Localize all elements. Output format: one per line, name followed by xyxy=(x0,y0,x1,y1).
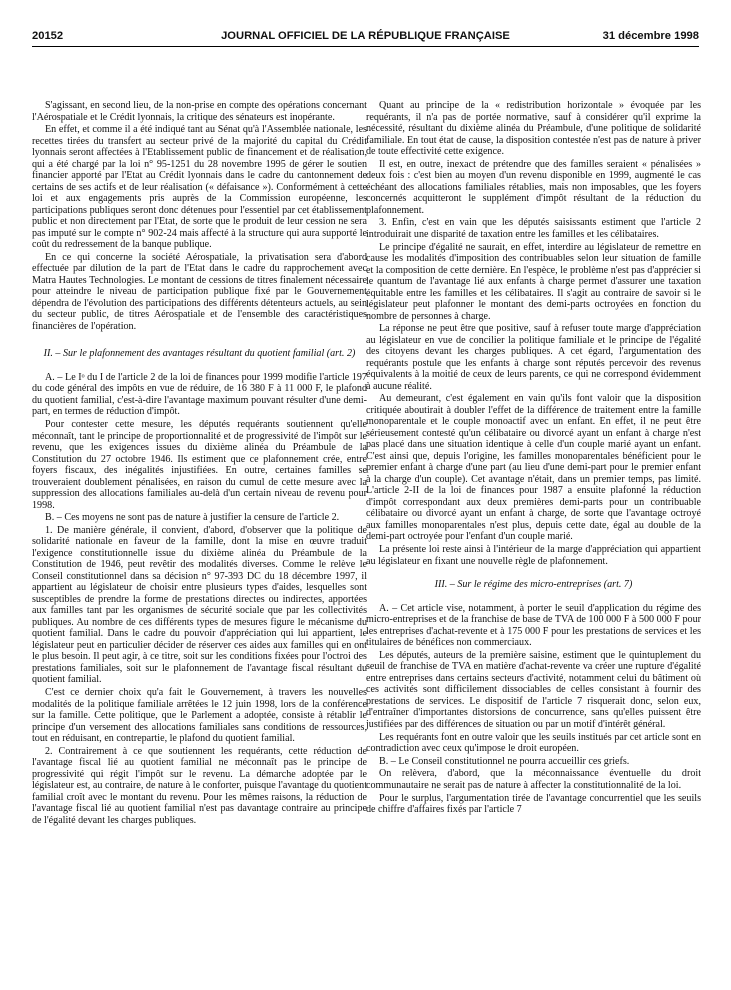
paragraph: En effet, et comme il a été indiqué tant au Sénat qu'à l'Assemblée nationale, les recettes tirées du transfert au secteur privé de la majorité du capital du Crédit lyonnais seront affectées à l'Etablissement public de financement et de réalisation, qui a été chargé par la loi n° 95-1251 du 28 novembre 1995 de gérer le soutien financier apporté par l'Etat au Crédit lyonnais dans le cadre du cantonnement de certains de ses actifs et de leur réalisation (« défaisance »). Conformément à cette loi et aux engagements pris auprès de la Commission européenne, les participations publiques seront donc détenues pour l'essentiel par cet établissement public et non directement par l'Etat, de sorte que le produit de leur cession ne sera pas imputé sur le compte n° 902-24 mais affecté à la structure qui aura supporté le coût du redressement de la banque publique. xyxy=(32,124,367,251)
paragraph: Pour contester cette mesure, les députés requérants soutiennent qu'elle méconnaît, tant le principe de proportionnalité et de progressivité de l'impôt sur le revenu, que les exigences issues du dixième alinéa du Préambule de la Constitution du 27 octobre 1946. Ils estiment que ce plafonnement crée, entre foyers fiscaux, des inégalités injustifiées. En outre, certaines familles se trouveraient doublement pénalisées, en raison du cumul de cette mesure avec la suppression des allocations familiales au-delà d'un certain niveau de revenu pour 1998. xyxy=(32,419,367,511)
section-heading: II. – Sur le plafonnement des avantages résultant du quotient familial (art. 2) xyxy=(43,348,356,360)
left-column xyxy=(32,100,367,990)
paragraph: On relèvera, d'abord, que la méconnaissance éventuelle du droit communautaire ne serait pas de nature à affecter la constitutionnalité de la loi. xyxy=(366,768,701,791)
paragraph: La présente loi reste ainsi à l'intérieur de la marge d'appréciation qui appartient au législateur en fixant une nouvelle règle de plafonnement. xyxy=(366,544,701,567)
right-column xyxy=(366,100,701,990)
paragraph: Quant au principe de la « redistribution horizontale » évoquée par les requérants, il n'a pas de portée normative, sauf à considérer qu'il exprime la nécessité, résultant du dixième alinéa du Préambule, d'une politique de solidarité familiale. En tout état de cause, la disposition contestée n'est pas de nature à priver de toute effectivité cette exigence. xyxy=(366,100,701,157)
paragraph: Les requérants font en outre valoir que les seuils institués par cet article sont en contradiction avec ceux qu'impose le droit européen. xyxy=(366,731,701,754)
paragraph: Pour le surplus, l'argumentation tirée de l'avantage concurrentiel que les seuils de chiffre d'affaires fixés par l'article 7 xyxy=(366,792,701,816)
paragraph: S'agissant, en second lieu, de la non-prise en compte des opérations concernant l'Aérospatiale et le Crédit lyonnais, la critique des sénateurs est inopérante. xyxy=(32,100,367,123)
paragraph: Le principe d'égalité ne saurait, en effet, interdire au législateur de remettre en cause les modalités d'imposition des contribuables selon leur situation de famille et la composition de cette dernière. En l'espèce, le problème n'est pas d'apprécier si le quantum de l'avantage lié aux enfants à charge permet d'assurer une taxation équitable entre les familles et les célibataires. Il s'agit au contraire de savoir si le législateur peut plafonner le montant des demi-parts octroyées en fonction du nombre de personnes à charge. xyxy=(366,241,701,322)
paragraph: C'est ce dernier choix qu'a fait le Gouvernement, à travers les nouvelles modalités de la politique familiale arrêtées le 12 juin 1998, lors de la conférence sur la famille. Cette politique, que le Parlement a adoptée, consiste à rétablir le principe d'un versement des allocations familiales sans conditions de ressources, tout en réduisant, en contrepartie, le plafond du quotient familial. xyxy=(32,687,367,745)
paragraph: B. – Le Conseil constitutionnel ne pourra accueillir ces griefs. xyxy=(379,755,630,767)
page-number: 20152 xyxy=(32,30,64,42)
paragraph: A. – Le Iᵒ du I de l'article 2 de la loi de finances pour 1999 modifie l'article 197 du code général des impôts en vue de réduire, de 16 380 F à 11 000 F, le plafond du quotient familial, c'est-à-dire l'avantage maximum pouvant résulter d'une demi-part, en termes de réduction d'impôt. xyxy=(32,371,367,418)
header-rule xyxy=(32,46,699,47)
page-header xyxy=(32,28,699,44)
paragraph: 3. Enfin, c'est en vain que les députés saisissants estiment que l'article 2 introduirait une disparité de taxation entre les familles et les célibataires. xyxy=(366,217,701,240)
paragraph: Au demeurant, c'est également en vain qu'ils font valoir que la disposition critiquée aboutirait à doubler l'effet de la différence de traitement entre la famille monoparentale et le couple monoactif avec un enfant. En effet, il ne peut être sérieusement contesté qu'un célibataire ou divorcé ayant un enfant à charge n'est pas placé dans une situation identique à celle d'un couple marié ayant un enfant. C'est ainsi que, depuis l'origine, les familles monoparentales bénéficient pour le premier enfant à charge d'une part (au lieu d'une demi-part pour le premier enfant à la charge d'un couple). Cet avantage n'était, dans un premier temps, pas limité. L'article 2-II de la loi de finances pour 1987 a ensuite plafonné la réduction d'impôt correspondant aux deux premières demi-parts pour un contribuable célibataire ou divorcé ayant un enfant à charge, de sorte que l'avantage octroyé aux familles monoparentales n'est plus, depuis cette date, égal au double de la demi-part octroyée pour l'enfant d'un couple marié. xyxy=(366,393,701,543)
paragraph: Les députés, auteurs de la première saisine, estiment que le quintuplement du seuil de franchise de TVA en matière d'achat-revente va créer une rupture d'égalité entre entreprises dans certains secteurs d'activité, notamment celui du bâtiment où ces activités sont difficilement dissociables de celles consistant à fournir des prestations de services. Le dispositif de l'article 7 risquerait donc, selon eux, d'entraîner d'importantes distorsions de concurrence, sans qu'elles puissent être justifiées par des différences de situation ou par un motif d'intérêt général. xyxy=(366,649,701,730)
paragraph: B. – Ces moyens ne sont pas de nature à justifier la censure de l'article 2. xyxy=(45,512,340,524)
paragraph: Il est, en outre, inexact de prétendre que des familles seraient « pénalisées » deux fois : c'est bien au moyen d'un revenu disponible en 1999, augmenté le cas échéant des allocations familiales rétablies, mais non imposables, que les foyers concernés acquitteront le supplément d'impôt résultant de la réduction du plafonnement. xyxy=(366,158,701,216)
paragraph: 2. Contrairement à ce que soutiennent les requérants, cette réduction de l'avantage fiscal lié au quotient familial ne méconnaît pas le principe de progressivité qui régit l'impôt sur le revenu. La démarche adoptée par le législateur est, au contraire, de nature à le conforter, puisque l'avantage du quotient familial croît avec le montant du revenu. Pour les mêmes raisons, la réduction de l'avantage fiscal lié au quotient familial n'est pas davantage contraire au principe de l'égalité devant les charges publiques. xyxy=(32,745,367,826)
paragraph: La réponse ne peut être que positive, sauf à refuser toute marge d'appréciation au législateur en vue de concilier la politique familiale et le principe de l'égalité des citoyens devant les charges publiques. A cet égard, l'argumentation des requérants postule que les enfants à charge sont réputés percevoir des revenus équivalents à la moitié de ceux de leurs parents, ce qui ne correspond évidemment à aucune réalité. xyxy=(366,323,701,392)
section-heading: III. – Sur le régime des micro-entreprises (art. 7) xyxy=(434,579,633,591)
paragraph: A. – Cet article vise, notamment, à porter le seuil d'application du régime des micro-entreprises et de la franchise de base de TVA de 100 000 F à 500 000 F pour les entreprises d'achat-revente et à 175 000 F pour les prestations de services et les titulaires de bénéfices non commerciaux. xyxy=(366,602,701,649)
paragraph: 1. De manière générale, il convient, d'abord, d'observer que la politique de solidarité nationale en faveur de la famille, dont la mise en œuvre traduit l'exigence constitutionnelle issue du dixième alinéa du Préambule de la Constitution de 1946, peut revêtir des modalités diverses. Comme le relève le Conseil constitutionnel dans sa décision n° 97-393 DC du 18 décembre 1997, il appartient au législateur de choisir entre plusieurs types d'aides, lesquelles sont susceptibles de prendre la forme de prestations directes ou indirectes, apportées aux familles tant par les organismes de sécurité sociale que par les collectivités publiques. Au nombre de ces différents types de mesures figure le mécanisme du quotient familial. Dans le cadre du pouvoir d'appréciation qui lui appartient, le législateur peut en particulier décider de réserver ces aides aux familles qui en ont le plus besoin. Il peut agir, à ce titre, soit sur les conditions fixées pour l'octroi des prestations familiales, soit sur le plafonnement de l'avantage fiscal résultant du quotient familial. xyxy=(32,524,367,686)
issue-date: 31 décembre 1998 xyxy=(602,30,699,42)
journal-title: JOURNAL OFFICIEL DE LA RÉPUBLIQUE FRANÇAISE xyxy=(221,30,510,42)
paragraph: En ce qui concerne la société Aérospatiale, la privatisation sera d'abord effectuée par dilution de la part de l'Etat dans le cadre du rapprochement avec Matra Hautes Technologies. Le montant de cessions de titres finalement nécessaire pour atteindre le niveau de participation publique fixé par le Gouvernement dépendra de l'évolution des participations des différents détenteurs actuels, au sein du secteur public, de titres Aérospatiale et de l'ensemble des caractéristiques financières de l'opération. xyxy=(32,251,367,332)
